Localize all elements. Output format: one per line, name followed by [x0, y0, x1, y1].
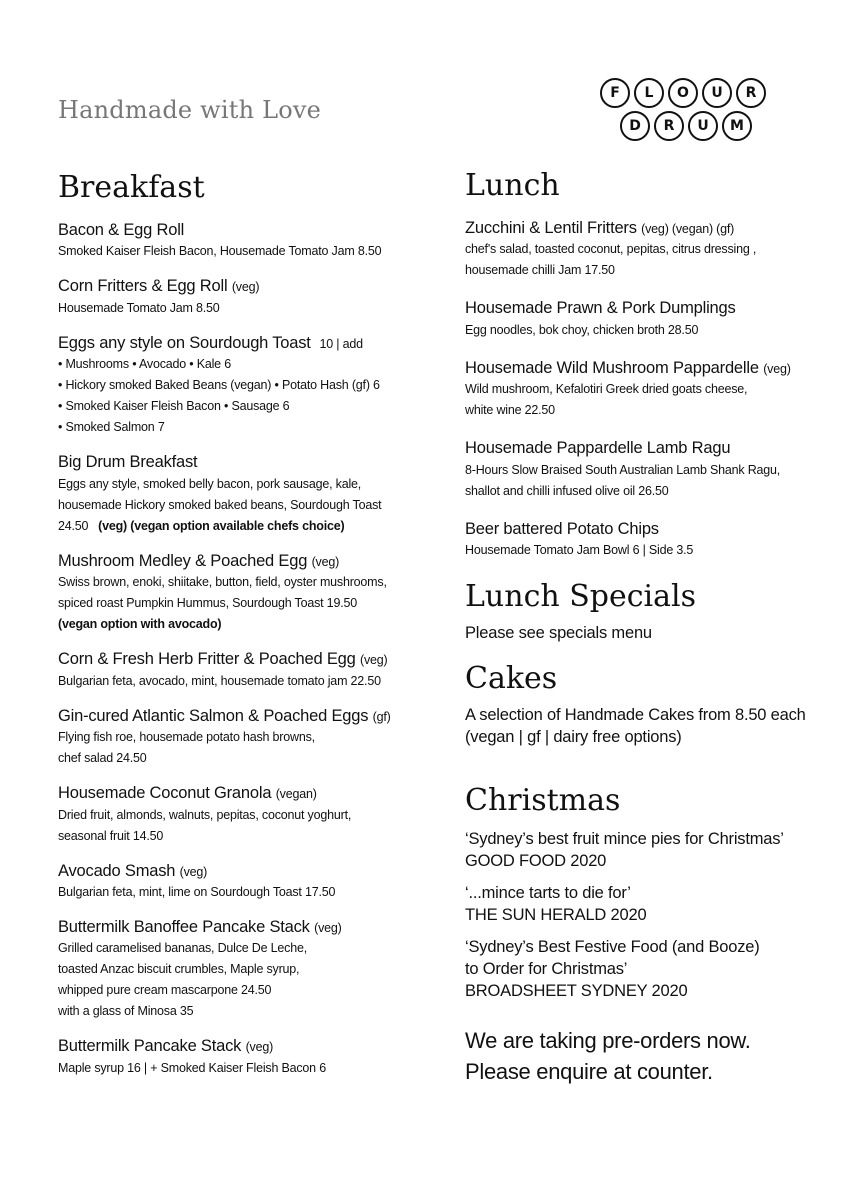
item-desc: chef salad 24.50: [58, 751, 147, 766]
item-name-row: [58, 649, 438, 670]
item-desc: Housemade Tomato Jam Bowl 6 | Side 3.5: [465, 543, 694, 558]
menu-item: [58, 917, 438, 1022]
menu-item: [465, 358, 835, 421]
flour-drum-logo: [600, 78, 795, 144]
logo-letter: F: [600, 78, 630, 108]
item-price: 24.50: [58, 518, 89, 533]
item-tag: (veg): [763, 361, 791, 376]
item-name: Housemade Coconut Granola: [58, 784, 272, 803]
item-name-row: [58, 706, 438, 727]
section-title-breakfast: Breakfast: [58, 170, 205, 205]
logo-letter: U: [702, 78, 732, 108]
menu-item: [58, 783, 438, 846]
menu-item: [58, 276, 438, 318]
item-name-row: [58, 861, 438, 882]
item-desc: 8-Hours Slow Braised South Australian Lamb Shank Ragu,: [465, 462, 781, 477]
item-desc: Bulgarian feta, avocado, mint, housemade tomato jam 22.50: [58, 673, 381, 688]
item-desc: toasted Anzac biscuit crumbles, Maple syrup,: [58, 962, 300, 977]
item-name: Housemade Prawn & Pork Dumplings: [465, 299, 736, 318]
cakes-line: A selection of Handmade Cakes from 8.50 each: [465, 706, 806, 725]
item-desc: housemade Hickory smoked baked beans, Sourdough Toast: [58, 497, 382, 512]
item-desc: • Mushrooms • Avocado • Kale 6: [58, 357, 231, 372]
item-name: Gin-cured Atlantic Salmon & Poached Eggs: [58, 706, 369, 725]
item-name-row: [58, 783, 438, 804]
logo-letter: M: [722, 111, 752, 141]
item-tag: 10 | add: [319, 336, 363, 351]
logo-letter: R: [736, 78, 766, 108]
item-desc-row: [58, 516, 438, 537]
item-name: Mushroom Medley & Poached Egg: [58, 551, 308, 570]
item-desc: shallot and chilli infused olive oil 26.50: [465, 483, 669, 498]
section-title-cakes: Cakes: [465, 661, 558, 697]
menu-item: [58, 220, 438, 262]
lunch-column: [465, 168, 835, 1087]
item-name: Housemade Wild Mushroom Pappardelle: [465, 358, 759, 377]
quote-source: BROADSHEET SYDNEY 2020: [465, 981, 688, 1000]
review-quote: [465, 937, 835, 1003]
logo-letter: D: [620, 111, 650, 141]
item-name: Buttermilk Banoffee Pancake Stack: [58, 917, 310, 936]
item-desc: Egg noodles, bok choy, chicken broth 28.50: [465, 322, 699, 337]
section-title-lunch-specials: Lunch Specials: [465, 579, 697, 615]
section-title-christmas: Christmas: [465, 783, 621, 818]
item-desc: white wine 22.50: [465, 403, 555, 418]
item-tag: (veg): [245, 1040, 274, 1055]
menu-item: [465, 438, 835, 501]
item-desc: Bulgarian feta, mint, lime on Sourdough Toast 17.50: [58, 884, 336, 899]
item-option-note: (veg) (vegan option available chefs choice): [98, 518, 345, 533]
item-desc: • Hickory smoked Baked Beans (vegan) • Potato Hash (gf) 6: [58, 378, 380, 393]
item-desc: Smoked Kaiser Fleish Bacon, Housemade Tomato Jam 8.50: [58, 244, 382, 259]
item-desc: Housemade Tomato Jam 8.50: [58, 300, 220, 315]
item-desc: spiced roast Pumpkin Hummus, Sourdough Toast 19.50: [58, 596, 357, 611]
item-tag: (veg): [314, 920, 342, 935]
item-tag: (veg) (vegan) (gf): [641, 222, 735, 236]
item-name: Avocado Smash: [58, 861, 176, 880]
item-desc: whipped pure cream mascarpone 24.50: [58, 983, 272, 998]
quote-source: THE SUN HERALD 2020: [465, 905, 647, 924]
item-desc: Wild mushroom, Kefalotiri Greek dried goats cheese,: [465, 382, 748, 397]
logo-letter: R: [654, 111, 684, 141]
item-name: Beer battered Potato Chips: [465, 519, 659, 538]
item-name: Eggs any style on Sourdough Toast: [58, 333, 311, 352]
item-desc: Eggs any style, smoked belly bacon, pork sausage, kale,: [58, 476, 362, 491]
item-desc: seasonal fruit 14.50: [58, 828, 164, 843]
menu-item: [58, 333, 438, 438]
enquire-note: Please enquire at counter.: [465, 1058, 713, 1084]
item-desc: chef's salad, toasted coconut, pepitas, citrus dressing ,: [465, 242, 757, 257]
item-name-row: [58, 917, 438, 938]
quote-text: ‘Sydney’s Best Festive Food (and Booze): [465, 937, 760, 956]
preorder-note: We are taking pre-orders now.: [465, 1027, 751, 1053]
item-name: Bacon & Egg Roll: [58, 221, 185, 239]
section-title-lunch: Lunch: [465, 168, 560, 203]
quote-text: to Order for Christmas’: [465, 959, 628, 978]
item-desc: Dried fruit, almonds, walnuts, pepitas, coconut yoghurt,: [58, 807, 352, 822]
item-name-row: [58, 1036, 438, 1057]
menu-item: [58, 649, 438, 691]
quote-text: ‘...mince tarts to die for’: [465, 883, 631, 902]
breakfast-section: [58, 170, 438, 1079]
item-desc: Maple syrup 16 | + Smoked Kaiser Fleish Bacon 6: [58, 1060, 326, 1075]
logo-row-2: [620, 111, 755, 141]
item-name: Buttermilk Pancake Stack: [58, 1037, 242, 1056]
quote-source: GOOD FOOD 2020: [465, 851, 607, 870]
item-name-row: [58, 276, 438, 297]
item-name-row: [465, 218, 835, 239]
item-tag: (veg): [311, 554, 340, 569]
item-tag: (gf): [372, 709, 391, 724]
review-quote: [465, 829, 835, 873]
logo-row-1: [600, 78, 769, 108]
item-desc: Flying fish roe, housemade potato hash browns,: [58, 730, 315, 745]
item-name-row: [58, 333, 438, 354]
menu-item: [58, 452, 438, 536]
quote-text: ‘Sydney’s best fruit mince pies for Christmas’: [465, 830, 784, 848]
item-tag: (veg): [231, 280, 260, 295]
item-name: Corn Fritters & Egg Roll: [58, 277, 228, 296]
review-quote: [465, 883, 835, 927]
item-name: Housemade Pappardelle Lamb Ragu: [465, 439, 731, 458]
specials-note: Please see specials menu: [465, 624, 652, 643]
item-tag: (veg): [359, 653, 388, 668]
item-option-note: (vegan option with avocado): [58, 617, 222, 632]
menu-item: [465, 218, 835, 281]
item-desc: • Smoked Kaiser Fleish Bacon • Sausage 6: [58, 399, 290, 414]
menu-item: [58, 1036, 438, 1078]
item-name-row: [58, 551, 438, 572]
logo-letter: L: [634, 78, 664, 108]
menu-item: [58, 861, 438, 903]
item-desc: • Smoked Salmon 7: [58, 420, 165, 435]
menu-item: [58, 706, 438, 769]
item-desc: Grilled caramelised bananas, Dulce De Leche,: [58, 941, 307, 956]
item-desc: Swiss brown, enoki, shiitake, button, field, oyster mushrooms,: [58, 575, 387, 590]
tagline: Handmade with Love: [58, 96, 322, 124]
item-name: Big Drum Breakfast: [58, 453, 198, 472]
menu-item: [465, 519, 835, 561]
item-tag: (veg): [179, 864, 208, 879]
logo-letter: O: [668, 78, 698, 108]
cakes-options: (vegan | gf | dairy free options): [465, 728, 682, 747]
item-name: Zucchini & Lentil Fritters: [465, 219, 637, 237]
item-name-row: [465, 358, 835, 379]
menu-item: [465, 298, 835, 340]
item-desc: housemade chilli Jam 17.50: [465, 263, 615, 278]
menu-item: [58, 551, 438, 635]
item-desc: with a glass of Minosa 35: [58, 1004, 194, 1019]
item-name: Corn & Fresh Herb Fritter & Poached Egg: [58, 650, 356, 669]
item-tag: (vegan): [275, 787, 317, 802]
logo-letter: U: [688, 111, 718, 141]
